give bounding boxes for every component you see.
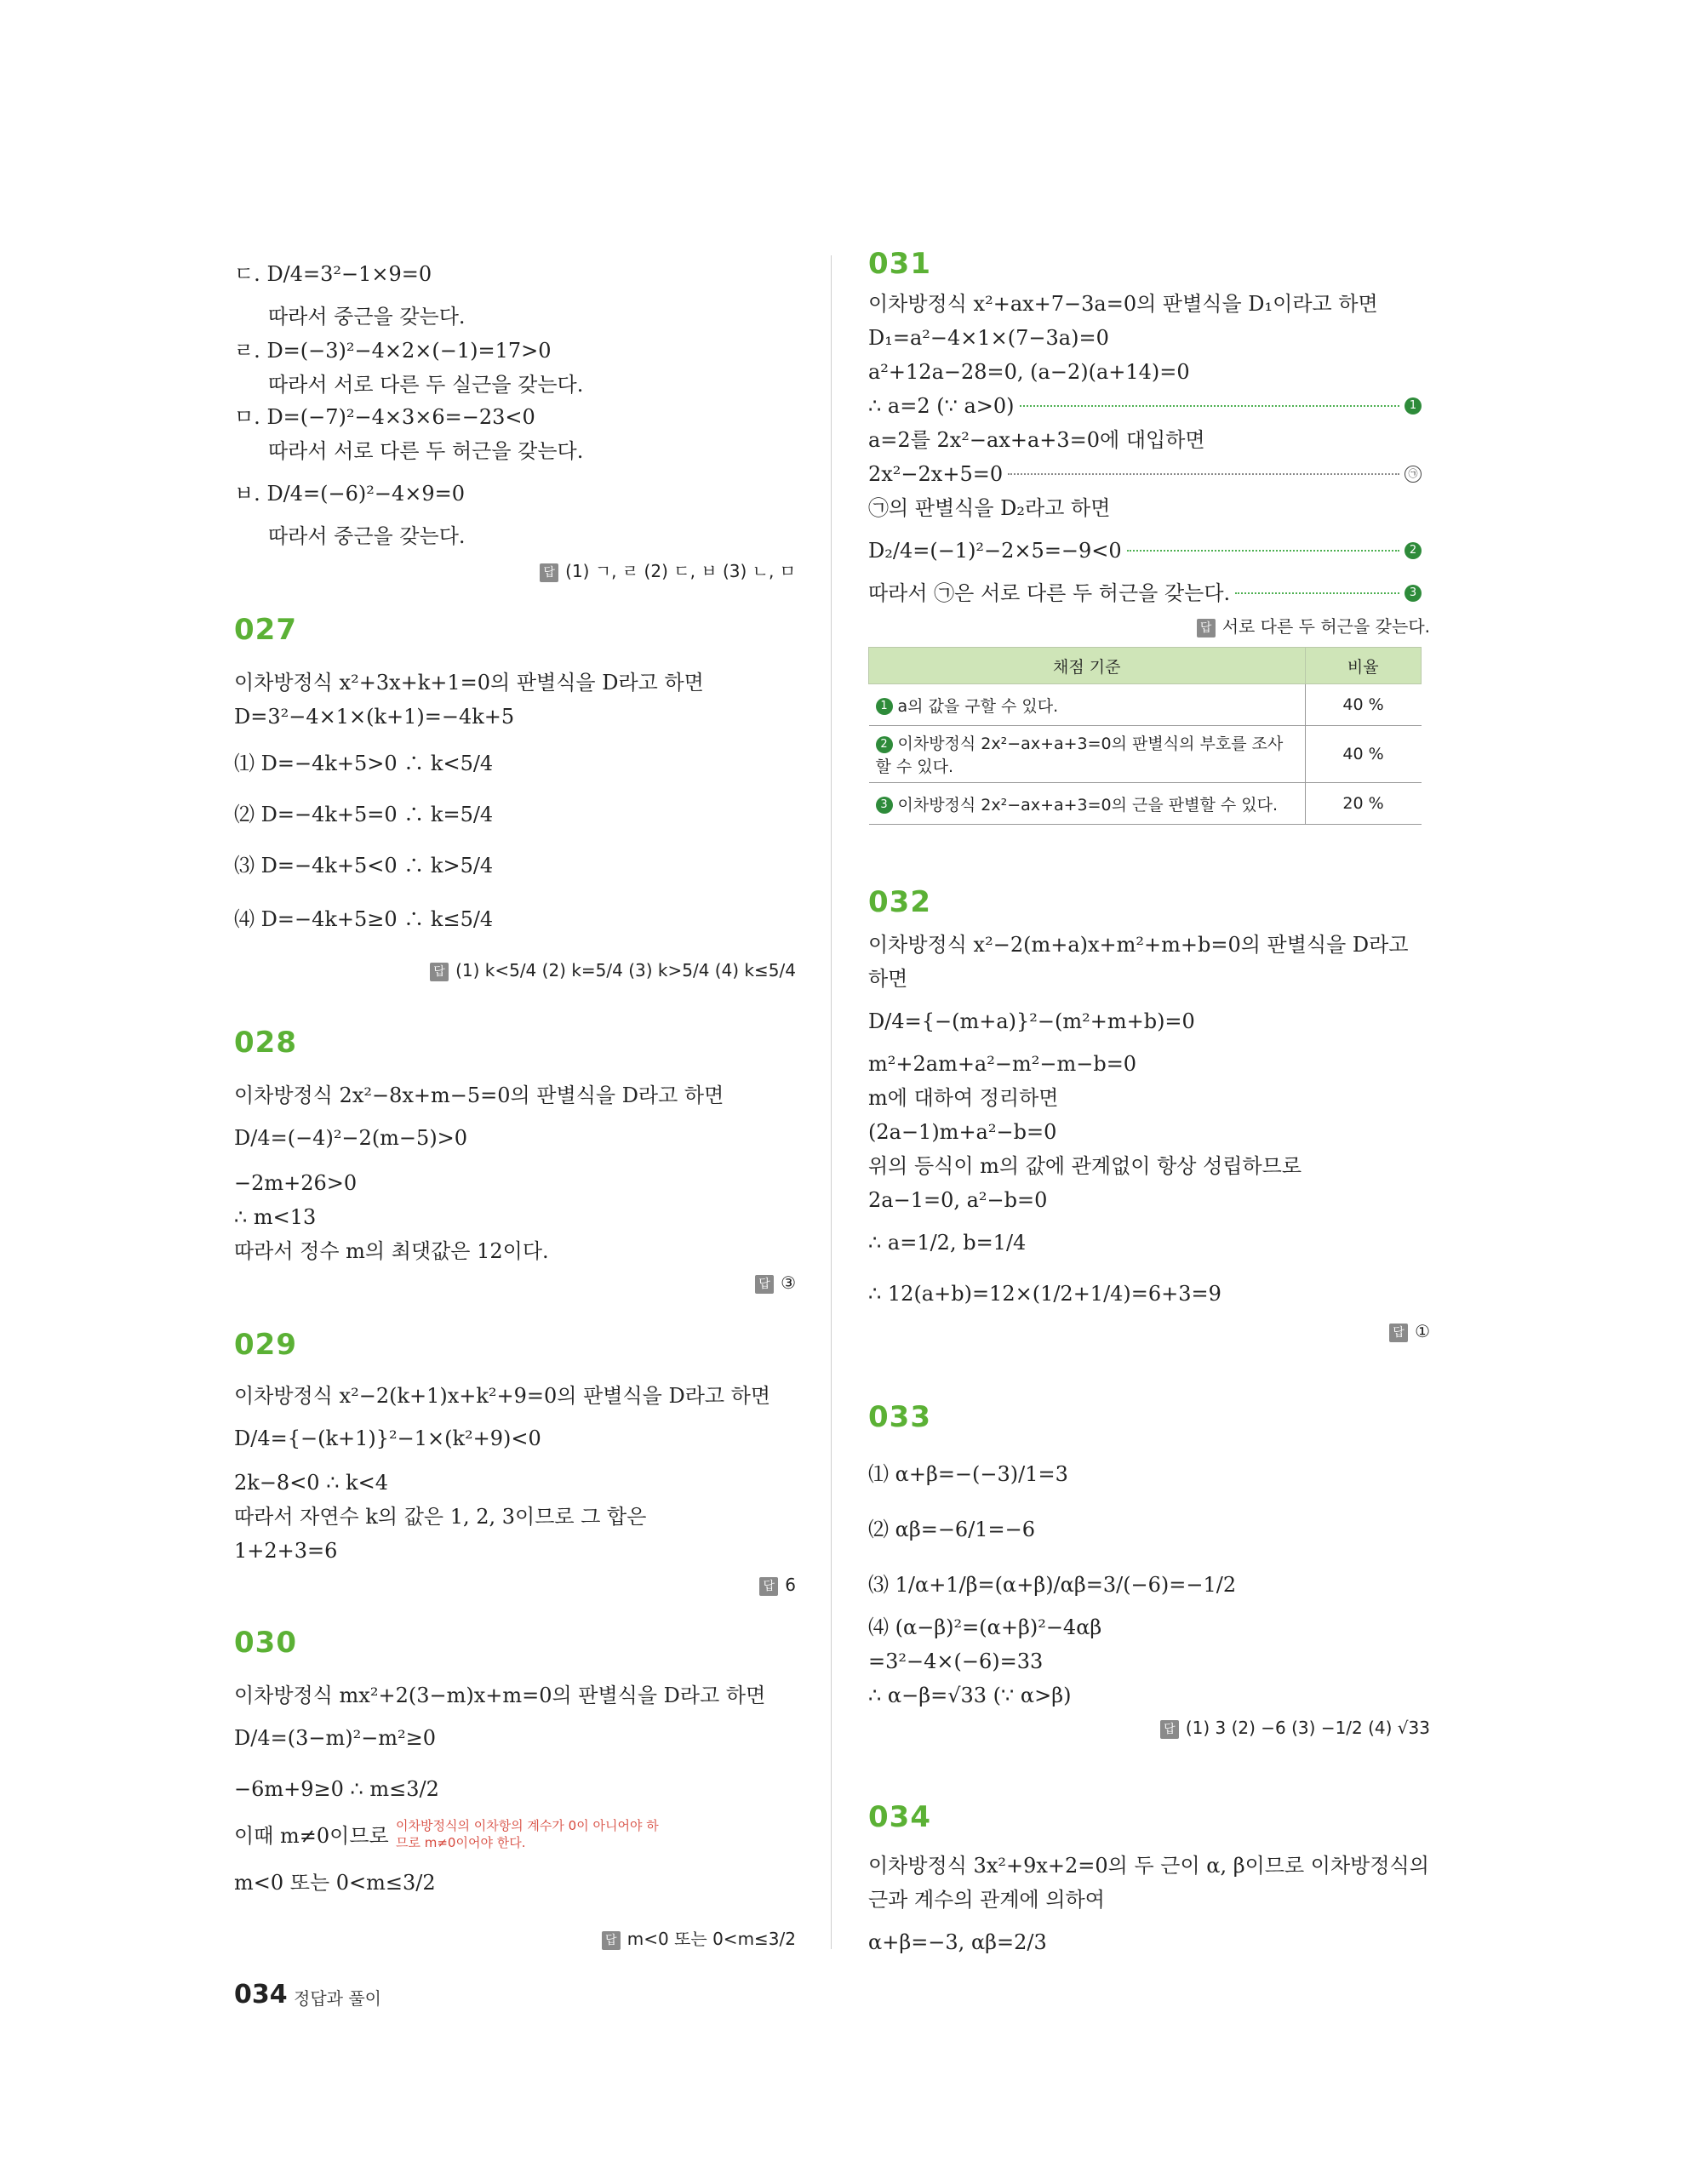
table-cell: [869, 726, 1306, 783]
problem-number: 031: [868, 247, 931, 281]
criterion-text: 이차방정식 2x²−ax+a+3=0의 근을 판별할 수 있다.: [897, 795, 1279, 815]
step-marker-icon: 3: [876, 797, 893, 814]
p030-line: 이차방정식 mx²+2(3−m)x+m=0의 판별식을 D라고 하면: [234, 1684, 766, 1707]
answer-text: 6: [785, 1575, 796, 1595]
step-marker-icon: 2: [876, 736, 893, 753]
p032-line: 2a−1=0, a²−b=0: [868, 1188, 1048, 1212]
problem-number: 029: [234, 1328, 297, 1362]
page-number: 034: [234, 1980, 288, 2010]
answer-icon: 답: [602, 1931, 621, 1950]
p032-line: (2a−1)m+a²−b=0: [868, 1120, 1057, 1144]
table-cell: [869, 783, 1306, 825]
p034-line: 근과 계수의 관계에 의하여: [868, 1888, 1105, 1912]
p030-line: m<0 또는 0<m≤3/2: [234, 1871, 436, 1895]
p033-line: ∴ α−β=√33 (∵ α>β): [868, 1684, 1072, 1707]
p030-line: D/4=(3−m)²−m²≥0: [234, 1726, 437, 1750]
answer-text: (1) ㄱ, ㄹ (2) ㄷ, ㅂ (3) ㄴ, ㅁ: [565, 561, 796, 581]
p032-line: 이차방정식 x²−2(m+a)x+m²+m+b=0의 판별식을 D라고: [868, 933, 1409, 957]
p028-line: 따라서 정수 m의 최댓값은 12이다.: [234, 1239, 549, 1263]
prev-solution-line: ㄷ. D/4=3²−1×9=0: [234, 262, 432, 286]
p031-line: [868, 396, 1422, 416]
p029-line: 따라서 자연수 k의 값은 1, 2, 3이므로 그 합은: [234, 1505, 647, 1529]
p029-line: 1+2+3=6: [234, 1539, 338, 1563]
p027-line: D=3²−4×1×(k+1)=−4k+5: [234, 705, 515, 729]
answer-text: (1) 3 (2) −6 (3) −1/2 (4) √33: [1185, 1718, 1430, 1738]
p027-line: 이차방정식 x²+3x+k+1=0의 판별식을 D라고 하면: [234, 671, 704, 695]
answer-icon: 답: [540, 563, 558, 582]
prev-solution-line: 따라서 서로 다른 두 허근을 갖는다.: [268, 439, 584, 463]
annotation-note: 이차방정식의 이차항의 계수가 0이 아니어야 하므로 m≠0이어야 한다.: [396, 1818, 659, 1851]
p033-line: ⑴ α+β=−(−3)/1=3: [868, 1462, 1068, 1486]
step-marker-icon: 1: [876, 698, 893, 715]
problem-number: 033: [868, 1400, 931, 1434]
ratio-cell: 40 %: [1305, 684, 1422, 726]
problem-number: 027: [234, 613, 297, 647]
p027-line: ⑶ D=−4k+5<0 ∴ k>5/4: [234, 854, 494, 878]
p029-line: 2k−8<0 ∴ k<4: [234, 1471, 389, 1495]
answer-text: ①: [1415, 1321, 1430, 1341]
problem-number: 028: [234, 1026, 297, 1060]
answer-line: [540, 557, 796, 582]
p032-line: ∴ 12(a+b)=12×(1/2+1/4)=6+3=9: [868, 1282, 1221, 1306]
p034-line: 이차방정식 3x²+9x+2=0의 두 근이 α, β이므로 이차방정식의: [868, 1854, 1429, 1878]
criterion-text: a의 값을 구할 수 있다.: [897, 696, 1059, 716]
answer-icon: 답: [430, 963, 449, 981]
p032-line: m에 대하여 정리하면: [868, 1086, 1059, 1110]
problem-number: 032: [868, 885, 931, 919]
p032-line: m²+2am+a²−m²−m−b=0: [868, 1052, 1137, 1076]
answer-line: [1197, 613, 1430, 637]
step-marker-icon: 3: [1405, 585, 1422, 602]
p034-line: α+β=−3, αβ=2/3: [868, 1930, 1047, 1954]
table-header: 채점 기준: [869, 648, 1306, 684]
step-marker-icon: 1: [1405, 397, 1422, 415]
prev-solution-line: 따라서 중근을 갖는다.: [268, 305, 466, 329]
answer-line: [1160, 1718, 1430, 1739]
answer-line: [430, 960, 796, 981]
p030-line: 이때 m≠0이므로: [234, 1824, 389, 1848]
answer-text: 서로 다른 두 허근을 갖는다.: [1221, 616, 1430, 637]
line-text: D₂/4=(−1)²−2×5=−9<0: [868, 539, 1122, 563]
grading-table: [868, 647, 1422, 825]
answer-text: m<0 또는 0<m≤3/2: [626, 1929, 796, 1949]
p028-line: ∴ m<13: [234, 1205, 317, 1229]
leader-dots: [1127, 550, 1399, 552]
line-text: ∴ a=2 (∵ a>0): [868, 394, 1015, 418]
p033-line: ⑶ 1/α+1/β=(α+β)/αβ=3/(−6)=−1/2: [868, 1573, 1237, 1597]
answer-icon: 답: [759, 1577, 778, 1596]
answer-line: [759, 1575, 796, 1596]
answer-icon: 답: [1160, 1720, 1179, 1739]
prev-solution-line: 따라서 서로 다른 두 실근을 갖는다.: [268, 373, 584, 397]
p031-line: [868, 583, 1422, 603]
column-divider: [831, 255, 832, 1949]
p028-line: −2m+26>0: [234, 1171, 358, 1195]
p031-line: [868, 540, 1422, 561]
ratio-cell: 40 %: [1305, 726, 1422, 783]
answer-icon: 답: [1389, 1324, 1408, 1342]
p033-line: ⑷ (α−β)²=(α+β)²−4αβ: [868, 1615, 1102, 1639]
table-row: [869, 783, 1422, 825]
answer-line: [755, 1272, 796, 1294]
ratio-cell: 20 %: [1305, 783, 1422, 825]
answer-icon: 답: [755, 1275, 774, 1294]
answer-line: [602, 1925, 796, 1950]
p033-line: =3²−4×(−6)=33: [868, 1649, 1044, 1673]
answer-line: [1389, 1321, 1430, 1342]
p031-line: a²+12a−28=0, (a−2)(a+14)=0: [868, 360, 1190, 384]
p031-line: [868, 464, 1422, 484]
problem-number: 034: [868, 1800, 931, 1834]
prev-solution-line: 따라서 중근을 갖는다.: [268, 524, 466, 548]
line-text: 따라서 ㉠은 서로 다른 두 허근을 갖는다.: [868, 581, 1231, 605]
p027-line: ⑴ D=−4k+5>0 ∴ k<5/4: [234, 752, 494, 775]
table-row: [869, 684, 1422, 726]
step-marker-icon: ㉠: [1405, 466, 1422, 483]
step-marker-icon: 2: [1405, 542, 1422, 559]
answer-icon: 답: [1197, 619, 1216, 637]
table-header: 비율: [1305, 648, 1422, 684]
prev-solution-line: ㄹ. D=(−3)²−4×2×(−1)=17>0: [234, 339, 552, 363]
p027-line: ⑷ D=−4k+5≥0 ∴ k≤5/4: [234, 907, 494, 931]
leader-dots: [1020, 405, 1399, 407]
problem-number: 030: [234, 1626, 297, 1660]
answer-text: ③: [781, 1272, 796, 1293]
p030-line: −6m+9≥0 ∴ m≤3/2: [234, 1777, 439, 1801]
table-cell: [869, 684, 1306, 726]
p032-line: 위의 등식이 m의 값에 관계없이 항상 성립하므로: [868, 1154, 1302, 1178]
page-label: 정답과 풀이: [294, 1988, 381, 2009]
criterion-text: 이차방정식 2x²−ax+a+3=0의 판별식의 부호를 조사할 수 있다.: [875, 735, 1284, 776]
p032-line: ∴ a=1/2, b=1/4: [868, 1231, 1027, 1255]
p028-line: D/4=(−4)²−2(m−5)>0: [234, 1126, 468, 1150]
p027-line: ⑵ D=−4k+5=0 ∴ k=5/4: [234, 803, 494, 826]
p033-line: ⑵ αβ=−6/1=−6: [868, 1518, 1036, 1541]
table-row: [869, 726, 1422, 783]
leader-dots: [1008, 473, 1399, 475]
p029-line: D/4={−(k+1)}²−1×(k²+9)<0: [234, 1426, 541, 1450]
p029-line: 이차방정식 x²−2(k+1)x+k²+9=0의 판별식을 D라고 하면: [234, 1384, 771, 1408]
p031-line: ㉠의 판별식을 D₂라고 하면: [868, 496, 1111, 520]
prev-solution-line: ㅁ. D=(−7)²−4×3×6=−23<0: [234, 405, 535, 429]
answer-text: (1) k<5/4 (2) k=5/4 (3) k>5/4 (4) k≤5/4: [455, 960, 796, 981]
p028-line: 이차방정식 2x²−8x+m−5=0의 판별식을 D라고 하면: [234, 1083, 724, 1107]
p032-line: 하면: [868, 967, 908, 991]
p031-line: D₁=a²−4×1×(7−3a)=0: [868, 326, 1109, 350]
line-text: 2x²−2x+5=0: [868, 462, 1004, 486]
p031-line: 이차방정식 x²+ax+7−3a=0의 판별식을 D₁이라고 하면: [868, 292, 1378, 316]
p032-line: D/4={−(m+a)}²−(m²+m+b)=0: [868, 1009, 1195, 1033]
leader-dots: [1235, 592, 1399, 594]
p031-line: a=2를 2x²−ax+a+3=0에 대입하면: [868, 428, 1205, 452]
prev-solution-line: ㅂ. D/4=(−6)²−4×9=0: [234, 482, 466, 506]
